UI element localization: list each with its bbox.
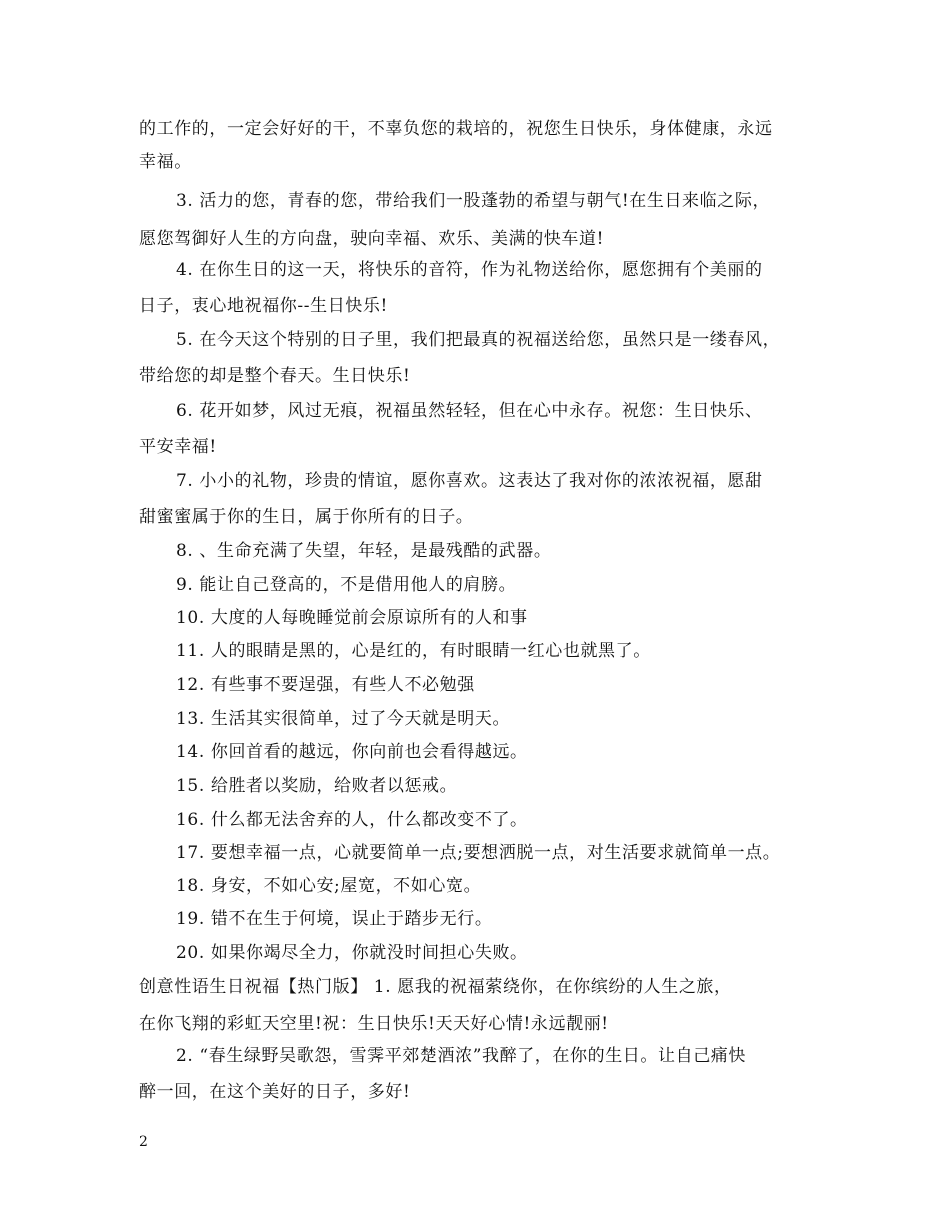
text-line: 6. 花开如梦，风过无痕，祝福虽然轻轻，但在心中永存。祝您：生日快乐、 — [176, 401, 763, 421]
text-line: 12. 有些事不要逞强，有些人不必勉强 — [176, 675, 475, 695]
text-line: 日子，衷心地祝福你--生日快乐! — [139, 296, 388, 316]
text-line: 甜蜜蜜属于你的生日，属于你所有的日子。 — [139, 507, 474, 527]
text-line: 在你飞翔的彩虹天空里!祝：生日快乐!天天好心情!永远靓丽! — [139, 1014, 609, 1034]
page-number: 2 — [139, 1134, 148, 1150]
text-line: 17. 要想幸福一点，心就要简单一点;要想洒脱一点，对生活要求就简单一点。 — [176, 843, 781, 863]
text-line: 8. 、生命充满了失望，年轻，是最残酷的武器。 — [176, 541, 552, 561]
section-heading-line: 创意性语生日祝福【热门版】 1. 愿我的祝福萦绕你，在你缤纷的人生之旅， — [139, 977, 732, 997]
text-line: 16. 什么都无法舍弃的人，什么都改变不了。 — [176, 810, 528, 830]
text-line: 19. 错不在生于何境，误止于踏步无行。 — [176, 909, 493, 929]
text-line: 9. 能让自己登高的，不是借用他人的肩膀。 — [176, 575, 517, 595]
text-line: 14. 你回首看的越远，你向前也会看得越远。 — [176, 742, 528, 762]
text-line: 3. 活力的您，青春的您，带给我们一股蓬勃的希望与朝气!在生日来临之际， — [176, 191, 771, 211]
text-line: 18. 身安，不如心安;屋宽，不如心宽。 — [176, 876, 482, 896]
text-line: 11. 人的眼睛是黑的，心是红的，有时眼睛一红心也就黑了。 — [176, 641, 651, 661]
text-line: 10. 大度的人每晚睡觉前会原谅所有的人和事 — [176, 608, 528, 628]
text-line: 13. 生活其实很简单，过了今天就是明天。 — [176, 709, 511, 729]
text-line: 醉一回，在这个美好的日子，多好! — [139, 1082, 411, 1102]
text-line: 2. “春生绿野吴歌怨，雪霁平郊楚酒浓”我醉了，在你的生日。让自己痛快 — [176, 1046, 747, 1066]
text-line: 5. 在今天这个特别的日子里，我们把最真的祝福送给您，虽然只是一缕春风， — [176, 330, 781, 350]
text-line: 带给您的却是整个春天。生日快乐! — [139, 366, 411, 386]
text-line: 7. 小小的礼物，珍贵的情谊，愿你喜欢。这表达了我对你的浓浓祝福，愿甜 — [176, 471, 763, 491]
text-line: 的工作的，一定会好好的干，不辜负您的栽培的，祝您生日快乐，身体健康，永远 — [139, 119, 773, 139]
text-line: 4. 在你生日的这一天，将快乐的音符，作为礼物送给你，愿您拥有个美丽的 — [176, 260, 763, 280]
text-line: 平安幸福! — [139, 437, 217, 457]
text-line: 幸福。 — [139, 152, 192, 172]
text-line: 愿您驾御好人生的方向盘，驶向幸福、欢乐、美满的快车道! — [139, 229, 605, 249]
text-line: 15. 给胜者以奖励，给败者以惩戒。 — [176, 776, 458, 796]
text-line: 20. 如果你竭尽全力，你就没时间担心失败。 — [176, 943, 528, 963]
